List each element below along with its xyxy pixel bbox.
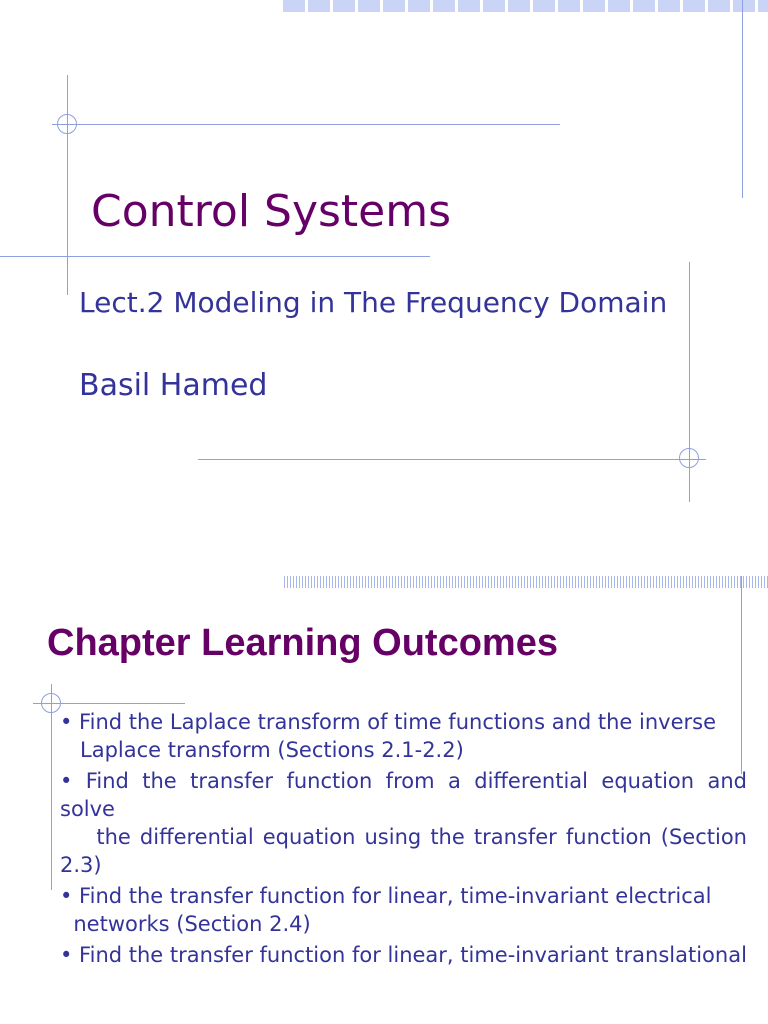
list-item xyxy=(60,767,754,879)
outcomes-slide xyxy=(0,560,768,1024)
outcome-text: • Find the transfer function for linear, time-invariant electrical xyxy=(60,884,712,908)
list-item xyxy=(60,708,747,764)
outcome-text: • Find the Laplace transform of time functions and the inverse xyxy=(60,710,717,734)
decor-line xyxy=(198,459,706,460)
decor-circle xyxy=(679,448,699,468)
outcome-continuation: Laplace transform (Sections 2.1-2.2) xyxy=(60,738,464,762)
outcomes-list xyxy=(60,708,754,972)
outcome-text: • Find the transfer function for linear, time-invariant translational xyxy=(60,943,747,967)
decor-line xyxy=(0,256,430,257)
list-item xyxy=(60,882,747,938)
checker-bar-decoration xyxy=(283,0,768,12)
decor-line xyxy=(67,75,68,295)
author-name: Basil Hamed xyxy=(79,368,268,403)
striped-bar-decoration xyxy=(284,576,768,588)
outcome-continuation: the differential equation using the transfer function (Section 2.3) xyxy=(60,825,754,877)
decor-circle xyxy=(57,114,77,134)
decor-line xyxy=(51,684,52,890)
decor-circle xyxy=(41,693,61,713)
list-item xyxy=(60,941,747,969)
outcome-continuation: networks (Section 2.4) xyxy=(60,912,311,936)
section-title: Chapter Learning Outcomes xyxy=(47,622,558,664)
slide-title: Control Systems xyxy=(91,186,452,237)
decor-line xyxy=(742,0,743,198)
decor-line xyxy=(52,124,560,125)
outcome-text: • Find the transfer function from a differential equation and solve xyxy=(60,769,747,821)
slide-subtitle: Lect.2 Modeling in The Frequency Domain xyxy=(79,286,668,319)
